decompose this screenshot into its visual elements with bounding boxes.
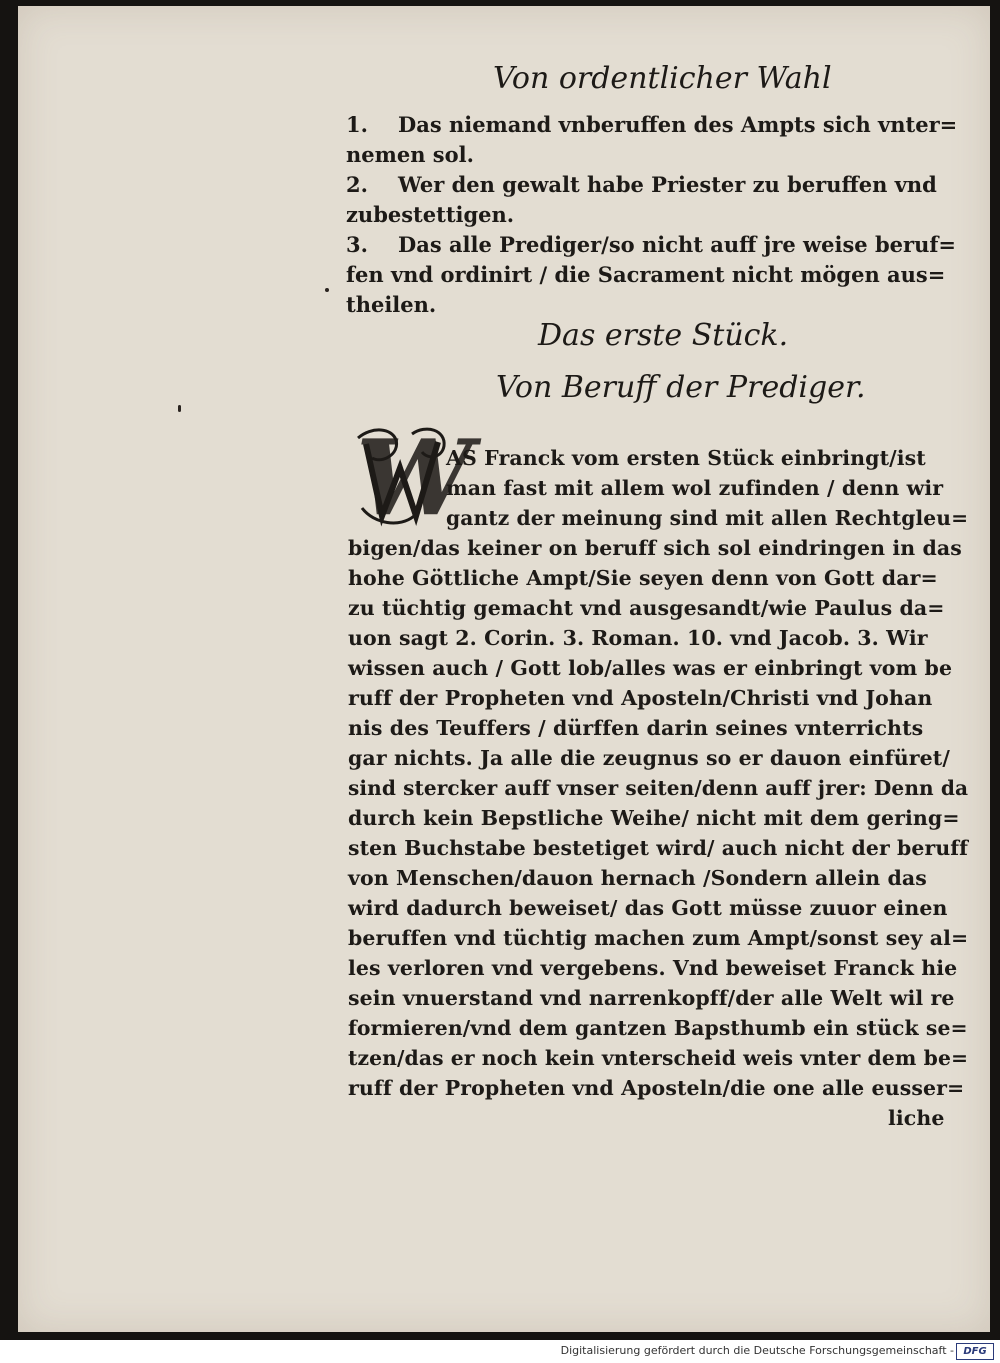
list-item-continuation: nemen sol. — [346, 142, 474, 167]
list-item-continuation: fen vnd ordinirt / die Sacrament nicht mögen aus= — [346, 262, 946, 287]
list-item — [346, 232, 956, 257]
list-item-number: 1. — [346, 112, 368, 137]
list-item-text: Wer den gewalt habe Priester zu beruffen vnd — [398, 172, 937, 197]
drop-cap-initial: W — [356, 416, 473, 539]
text-line: man fast mit allem wol zufinden / denn wir — [446, 476, 944, 500]
section-heading: Das erste Stück. — [538, 318, 789, 353]
text-line: wissen auch / Gott lob/alles was er einbringt vom be — [348, 656, 953, 680]
list-item-number: 3. — [346, 232, 368, 257]
text-block — [18, 6, 990, 1332]
catchword: liche — [888, 1106, 945, 1130]
list-item-text: Das alle Prediger/so nicht auff jre weise beruf= — [398, 232, 956, 257]
text-line: uon sagt 2. Corin. 3. Roman. 10. vnd Jacob. 3. Wir — [348, 626, 928, 650]
text-line: gantz der meinung sind mit allen Rechtgleu= — [446, 506, 969, 530]
text-line: tzen/das er noch kein vnterscheid weis vnter dem be= — [348, 1046, 969, 1070]
text-line: gar nichts. Ja alle die zeugnus so er dauon einfüret/ — [348, 746, 950, 770]
text-line: von Menschen/dauon hernach /Sondern allein das — [348, 866, 927, 890]
list-item-continuation: theilen. — [346, 292, 437, 317]
text-line: hohe Göttliche Ampt/Sie seyen denn von Gott dar= — [348, 566, 938, 590]
text-line: ruff der Propheten vnd Aposteln/Christi vnd Johan — [348, 686, 933, 710]
running-head: Von ordentlicher Wahl — [493, 61, 832, 96]
list-item-text: Das niemand vnberuffen des Ampts sich vnter= — [398, 112, 958, 137]
list-item — [346, 112, 957, 137]
section-subheading: Von Beruff der Prediger. — [496, 370, 866, 405]
list-item — [346, 172, 937, 197]
text-line: nis des Teuffers / dürffen darin seines vnterrichts — [348, 716, 924, 740]
list-item-continuation: zubestettigen. — [346, 202, 515, 227]
text-line: wird dadurch beweiset/ das Gott müsse zuuor einen — [348, 896, 948, 920]
text-line: sein vnuerstand vnd narrenkopff/der alle Welt wil re — [348, 986, 955, 1010]
text-line: zu tüchtig gemacht vnd ausgesandt/wie Paulus da= — [348, 596, 945, 620]
text-line: AS Franck vom ersten Stück einbringt/ist — [446, 446, 926, 470]
text-line: ruff der Propheten vnd Aposteln/die one alle eusser= — [348, 1076, 965, 1100]
list-item-number: 2. — [346, 172, 368, 197]
text-line: durch kein Bepstliche Weihe/ nicht mit dem gering= — [348, 806, 960, 830]
text-line: sind stercker auff vnser seiten/denn auff jrer: Denn da — [348, 776, 969, 800]
dfg-logo: DFG — [956, 1343, 994, 1360]
footer-bar — [0, 1340, 1000, 1363]
book-page — [18, 6, 990, 1332]
text-line: beruffen vnd tüchtig machen zum Ampt/sonst sey al= — [348, 926, 969, 950]
funding-credit: Digitalisierung gefördert durch die Deutsche Forschungsgemeinschaft - — [560, 1344, 954, 1357]
text-line: sten Buchstabe bestetiget wird/ auch nicht der beruff — [348, 836, 969, 860]
text-line: bigen/das keiner on beruff sich sol eindringen in das — [348, 536, 962, 560]
text-line: formieren/vnd dem gantzen Bapsthumb ein stück se= — [348, 1016, 968, 1040]
text-line: les verloren vnd vergebens. Vnd beweiset Franck hie — [348, 956, 958, 980]
